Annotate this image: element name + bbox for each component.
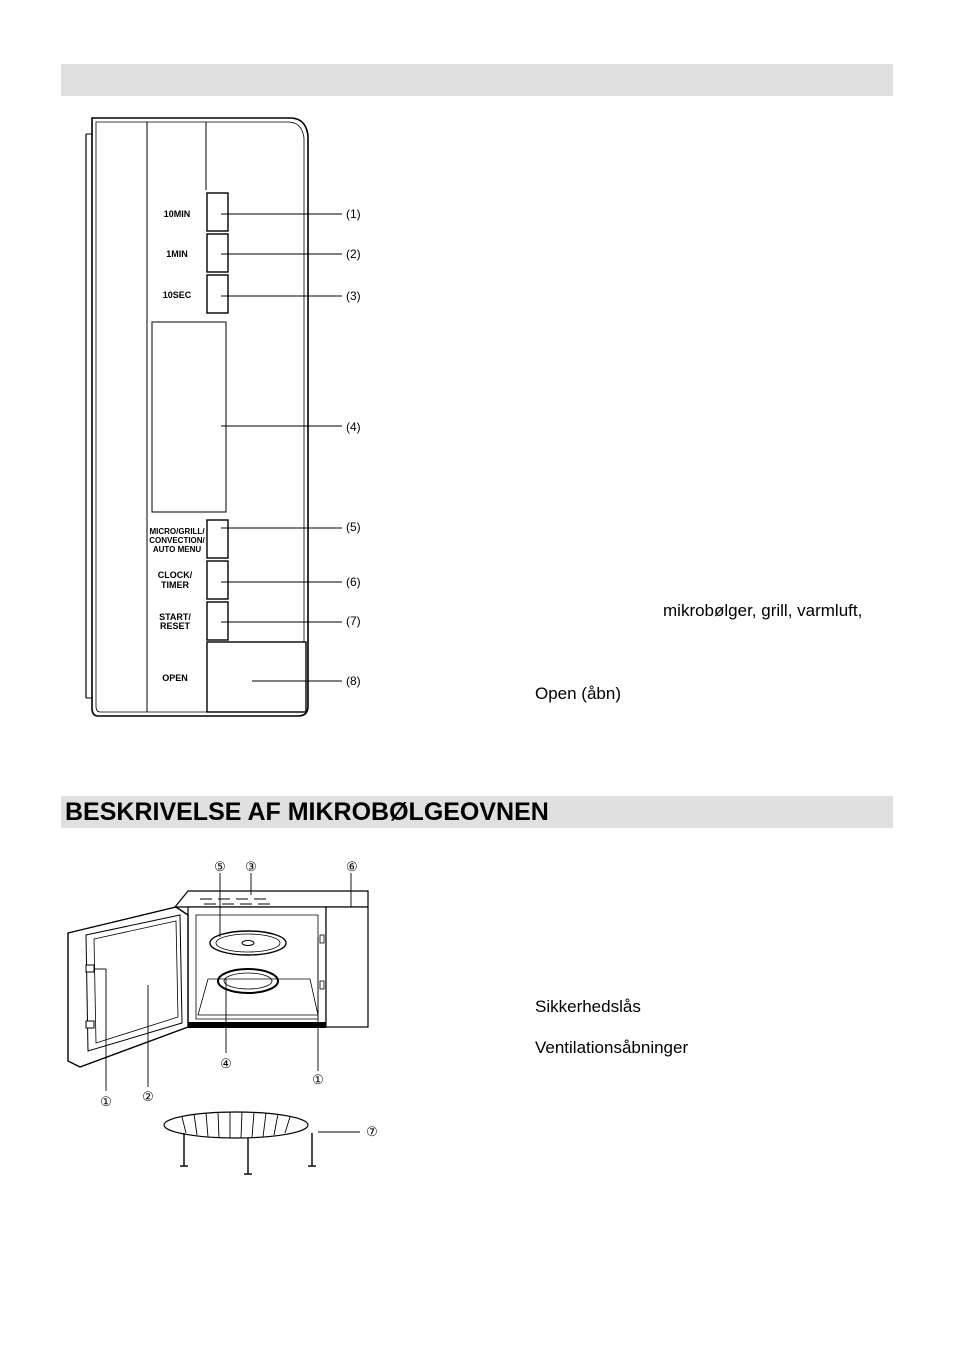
- label-1min: 1MIN: [166, 249, 188, 259]
- label-mode-line1: MICRO/GRILL/: [149, 527, 205, 536]
- label-start-line1: START/: [159, 612, 191, 622]
- label-mode-line2: CONVECTION/: [149, 536, 205, 545]
- label-clock-line1: CLOCK/: [157, 570, 193, 580]
- label-10sec: 10SEC: [162, 290, 192, 300]
- oven-callout-7: ⑦: [366, 1124, 378, 1139]
- panel-open-text: Open (åbn): [535, 684, 621, 703]
- button-1min[interactable]: [207, 234, 228, 272]
- label-mode-line3: AUTO MENU: [152, 545, 202, 554]
- callout-4: (4): [346, 420, 361, 434]
- oven-callout-4: ④: [220, 1056, 232, 1071]
- callout-7: (7): [346, 614, 361, 628]
- vents-text: Ventilationsåbninger: [535, 1038, 689, 1057]
- oven-callout-6: ⑥: [346, 859, 358, 874]
- label-clock-line2: TIMER: [161, 580, 189, 590]
- oven-diagram: [60, 855, 390, 1185]
- label-start-line2: RESET: [159, 621, 191, 631]
- callout-2: (2): [346, 247, 361, 261]
- section-title-oven: BESKRIVELSE AF MIKROBØLGEOVNEN: [65, 798, 549, 826]
- label-10min: 10MIN: [163, 209, 191, 219]
- oven-callout-1-door: ①: [100, 1094, 112, 1109]
- display-window: [152, 322, 226, 512]
- section-header-bar-2: [61, 796, 893, 828]
- oven-callout-5: ⑤: [214, 859, 226, 874]
- callout-1: (1): [346, 207, 361, 221]
- section-header-bar: [61, 64, 893, 96]
- callout-6: (6): [346, 575, 361, 589]
- button-10sec[interactable]: [207, 275, 228, 313]
- button-10min[interactable]: [207, 193, 228, 231]
- button-open[interactable]: [207, 642, 306, 712]
- oven-callout-1-cavity: ①: [312, 1072, 324, 1087]
- oven-callout-3: ③: [245, 859, 257, 874]
- button-clock-timer[interactable]: [207, 561, 228, 599]
- callout-8: (8): [346, 674, 361, 688]
- safety-lock-text: Sikkerhedslås: [535, 997, 641, 1016]
- callout-5: (5): [346, 520, 361, 534]
- callout-3: (3): [346, 289, 361, 303]
- oven-callout-2: ②: [142, 1089, 154, 1104]
- button-micro-grill-convection[interactable]: [207, 520, 228, 558]
- button-start-reset[interactable]: [207, 602, 228, 640]
- label-open: OPEN: [162, 673, 188, 683]
- control-panel-diagram: [80, 110, 380, 725]
- panel-modes-text: mikrobølger, grill, varmluft,: [663, 601, 863, 620]
